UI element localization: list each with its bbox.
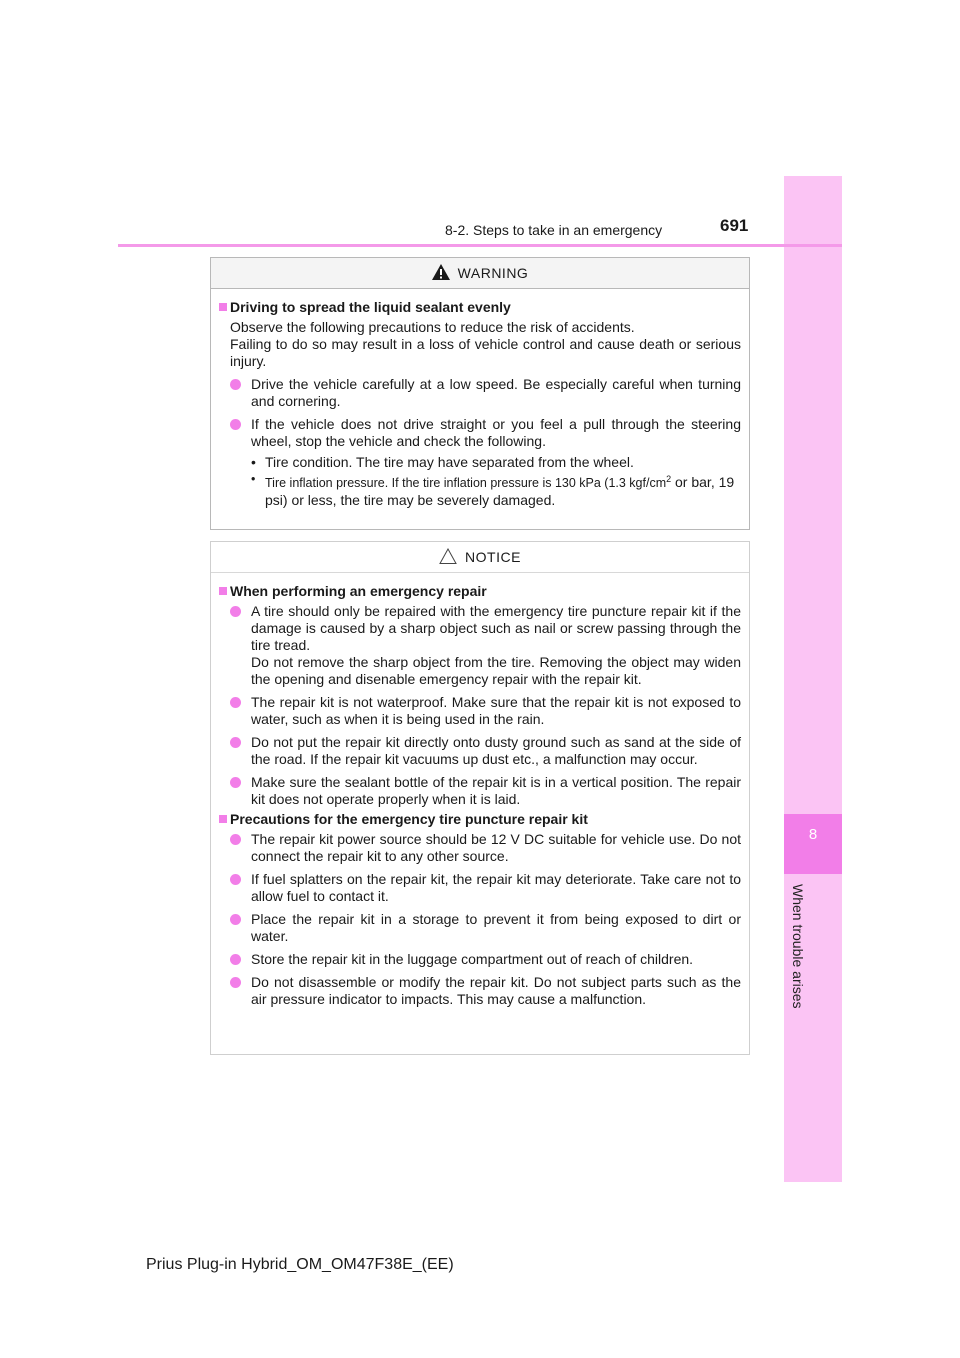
notice-box bbox=[210, 541, 750, 1055]
warning-section-title: Driving to spread the liquid sealant evenly bbox=[219, 299, 741, 316]
notice-bullet: The repair kit power source should be 12 V DC suitable for vehicle use. Do not connect the repair kit to any other source. bbox=[219, 831, 741, 865]
chapter-number-tab bbox=[784, 814, 842, 874]
circle-bullet-icon bbox=[230, 874, 241, 885]
circle-bullet-icon bbox=[230, 777, 241, 788]
warning-header bbox=[211, 258, 749, 289]
chapter-side-tab bbox=[784, 176, 842, 1182]
notice-section-title: Precautions for the emergency tire puncture repair kit bbox=[219, 811, 741, 828]
circle-bullet-icon bbox=[230, 419, 241, 430]
warning-sub-bullet: • Tire condition. The tire may have separated from the wheel. bbox=[251, 454, 634, 470]
caution-triangle-icon bbox=[439, 548, 457, 564]
notice-bullet: Store the repair kit in the luggage compartment out of reach of children. bbox=[219, 951, 741, 968]
notice-bullet: Make sure the sealant bottle of the repair kit is in a vertical position. The repair kit does not operate properly when it is laid. bbox=[219, 774, 741, 808]
circle-bullet-icon bbox=[230, 954, 241, 965]
notice-bullet: A tire should only be repaired with the emergency tire puncture repair kit if the damage is caused by a sharp object such as nail or screw passing through the tire tread. Do not remove the sharp object from the tire. Removing the object may widen the opening and disenable emergency repair with the repair kit. bbox=[219, 603, 741, 688]
warning-bullet: If the vehicle does not drive straight or you feel a pull through the steering wheel, stop the vehicle and check the following. bbox=[219, 416, 741, 450]
notice-bullet: Do not disassemble or modify the repair kit. Do not subject parts such as the air pressure indicator to impacts. This may cause a malfunction. bbox=[219, 974, 741, 1008]
warning-box bbox=[210, 257, 750, 530]
square-bullet-icon bbox=[219, 303, 227, 311]
page-number: 691 bbox=[720, 216, 749, 235]
warning-triangle-icon bbox=[432, 264, 450, 280]
warning-intro: Observe the following precautions to reduce the risk of accidents. Failing to do so may result in a loss of vehicle control and cause death or serious injury. bbox=[230, 319, 741, 369]
chapter-label-wrap bbox=[790, 884, 826, 1009]
circle-bullet-icon bbox=[230, 834, 241, 845]
circle-bullet-icon bbox=[230, 606, 241, 617]
circle-bullet-icon bbox=[230, 379, 241, 390]
circle-bullet-icon bbox=[230, 914, 241, 925]
header-rule bbox=[118, 244, 842, 247]
circle-bullet-icon bbox=[230, 737, 241, 748]
notice-section-title: When performing an emergency repair bbox=[219, 583, 741, 600]
chapter-number: 8 bbox=[808, 826, 818, 843]
notice-label: NOTICE bbox=[465, 549, 521, 565]
warning-label: WARNING bbox=[457, 265, 529, 281]
document-footer: Prius Plug-in Hybrid_OM_OM47F38E_(EE) bbox=[146, 1256, 454, 1273]
notice-bullet: Place the repair kit in a storage to prevent it from being exposed to dirt or water. bbox=[219, 911, 741, 945]
square-bullet-icon bbox=[219, 815, 227, 823]
section-title: 8-2. Steps to take in an emergency bbox=[445, 222, 663, 238]
notice-bullet: Do not put the repair kit directly onto dusty ground such as sand at the side of the road. If the repair kit vacuums up dust etc., a malfunction may occur. bbox=[219, 734, 741, 768]
warning-bullet: Drive the vehicle carefully at a low speed. Be especially careful when turning and cornering. bbox=[219, 376, 741, 410]
notice-header bbox=[211, 542, 749, 573]
chapter-label: When trouble arises bbox=[790, 884, 806, 1009]
notice-bullet: If fuel splatters on the repair kit, the repair kit may deteriorate. Take care not to allow fuel to contact it. bbox=[219, 871, 741, 905]
warning-sub-bullet: • Tire inflation pressure. If the tire inflation pressure is 130 kPa (1.3 kgf/$cm^2$ or bar, 19 psi) or less, the tire may be severely damaged. bbox=[251, 472, 735, 509]
square-bullet-icon bbox=[219, 587, 227, 595]
circle-bullet-icon bbox=[230, 977, 241, 988]
notice-bullet: The repair kit is not waterproof. Make sure that the repair kit is not exposed to water, such as when it is being used in the rain. bbox=[219, 694, 741, 728]
circle-bullet-icon bbox=[230, 697, 241, 708]
